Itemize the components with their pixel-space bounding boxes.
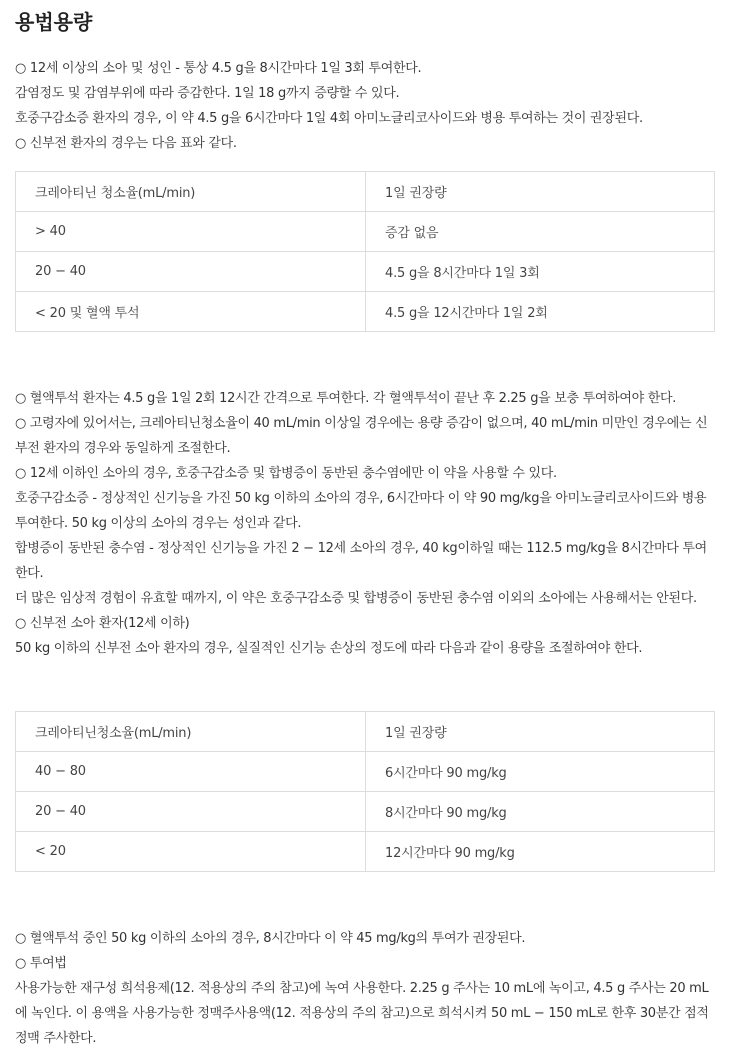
table-row: [16, 252, 715, 292]
table-row: [16, 752, 715, 792]
table-header-cell: 1일 권장량: [366, 712, 715, 752]
table-cell: 8시간마다 90 mg/kg: [366, 792, 715, 832]
table-header-cell: 1일 권장량: [366, 172, 715, 212]
table-row: [16, 292, 715, 332]
table-cell: 4.5 g을 12시간마다 1일 2회: [366, 292, 715, 332]
text-line: ○ 혈액투석 중인 50 kg 이하의 소아의 경우, 8시간마다 이 약 45 mg/kg의 투여가 권장된다.: [15, 931, 526, 946]
table-cell: < 20: [16, 832, 366, 872]
table-cell: 증감 없음: [366, 212, 715, 252]
table-row: [16, 792, 715, 832]
table-row: [16, 212, 715, 252]
text-line: ○ 고령자에 있어서는, 크레아티닌청소율이 40 mL/min 이상일 경우에는 용량 증감이 없으며, 40 mL/min 미만인 경우에는 신부전 환자의 경우와 동일하게 조절한다.: [15, 416, 708, 456]
text-line: ○ 신부전 환자의 경우는 다음 표와 같다.: [15, 136, 237, 151]
table-header-row: [16, 712, 715, 752]
table-header-row: [16, 172, 715, 212]
text-line: 더 많은 임상적 경험이 유효할 때까지, 이 약은 호중구감소증 및 합병증이 동반된 충수염 이외의 소아에는 사용해서는 안된다.: [15, 591, 697, 606]
paragraph-block-3: [15, 926, 717, 1051]
text-line: 합병증이 동반된 충수염 - 정상적인 신기능을 가진 2 − 12세 소아의 경우, 40 kg이하일 때는 112.5 mg/kg을 8시간마다 투여한다.: [15, 541, 707, 581]
paragraph-block-2: [15, 386, 717, 661]
table-cell: 12시간마다 90 mg/kg: [366, 832, 715, 872]
renal-dosage-table: [15, 171, 715, 332]
table-cell: 4.5 g을 8시간마다 1일 3회: [366, 252, 715, 292]
pediatric-renal-dosage-table: [15, 711, 715, 872]
page-title: 용법용량: [15, 10, 93, 34]
table-cell: 6시간마다 90 mg/kg: [366, 752, 715, 792]
text-line: ○ 혈액투석 환자는 4.5 g을 1일 2회 12시간 간격으로 투여한다. 각 혈액투석이 끝난 후 2.25 g을 보충 투여하여야 한다.: [15, 391, 677, 406]
table-header-cell: 크레아티닌청소율(mL/min): [16, 712, 366, 752]
text-line: 50 kg 이하의 신부전 소아 환자의 경우, 실질적인 신기능 손상의 정도에 따라 다음과 같이 용량을 조절하여야 한다.: [15, 641, 643, 656]
table-cell: > 40: [16, 212, 366, 252]
table-row: [16, 832, 715, 872]
text-line: ○ 신부전 소아 환자(12세 이하): [15, 616, 190, 631]
table-cell: < 20 및 혈액 투석: [16, 292, 366, 332]
table-header-cell: 크레아티닌 청소율(mL/min): [16, 172, 366, 212]
paragraph-block-1: [15, 56, 717, 156]
text-line: 호중구감소증 - 정상적인 신기능을 가진 50 kg 이하의 소아의 경우, 6시간마다 이 약 90 mg/kg을 아미노글리코사이드와 병용 투여한다. 50 kg 이상의 소아의 경우는 성인과 같다.: [15, 491, 707, 531]
text-line: 사용가능한 재구성 희석용제(12. 적용상의 주의 참고)에 녹여 사용한다. 2.25 g 주사는 10 mL에 녹이고, 4.5 g 주사는 20 mL에 녹인다. 이 용액을 사용가능한 정맥주사용액(12. 적용상의 주의 참고)으로 희석시켜 50 mL − 150 mL로 한후 30분간 점적 정맥 주사한다.: [15, 981, 709, 1046]
text-line: ○ 투여법: [15, 956, 67, 971]
text-line: 감염정도 및 감염부위에 따라 증감한다. 1일 18 g까지 증량할 수 있다.: [15, 86, 400, 101]
text-line: 호중구감소증 환자의 경우, 이 약 4.5 g을 6시간마다 1일 4회 아미노글리코사이드와 병용 투여하는 것이 권장된다.: [15, 111, 643, 126]
text-line: ○ 12세 이상의 소아 및 성인 - 통상 4.5 g을 8시간마다 1일 3회 투여한다.: [15, 61, 422, 76]
table-cell: 20 − 40: [16, 792, 366, 832]
table-cell: 20 − 40: [16, 252, 366, 292]
text-line: ○ 12세 이하인 소아의 경우, 호중구감소증 및 합병증이 동반된 충수염에만 이 약을 사용할 수 있다.: [15, 466, 557, 481]
table-cell: 40 − 80: [16, 752, 366, 792]
